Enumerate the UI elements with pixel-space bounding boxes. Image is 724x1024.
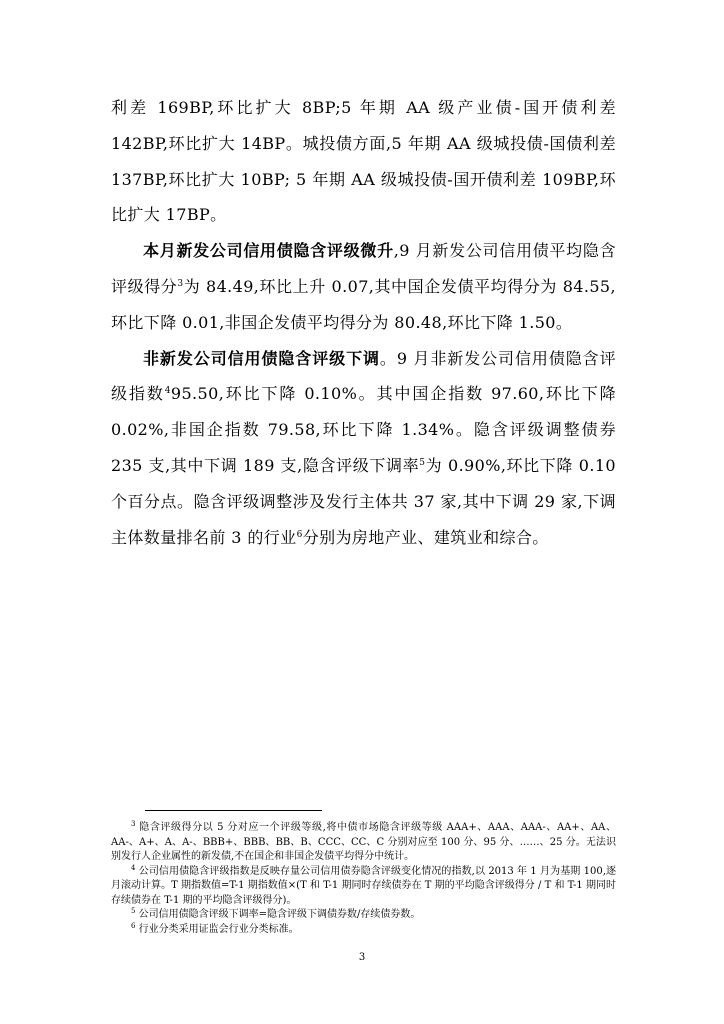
footnote-5 [111, 908, 616, 923]
footnote-4 [111, 865, 616, 909]
paragraph-spread: 利差 169BP,环比扩大 8BP;5 年期 AA 级产业债-国开债利差 142BP,环比扩大 14BP。城投债方面,5 年期 AA 级城投债-国债利差 137BP,环比扩大 10BP; 5 年期 AA 级城投债-国开债利差 109BP,环比扩大 17BP。 [111, 98, 616, 225]
heading-existing-rating: 非新发公司信用债隐含评级下调 [143, 348, 380, 368]
text-segment: 。9 月非新发公司信用债隐含评级指数 [111, 348, 616, 404]
footnote-text: 公司信用债隐含评级指数是反映存量公司信用债券隐含评级变化情况的指数,以 2013 年 1 月为基期 100,逐月滚动计算。T 期指数值=T-1 期指数值×(T 和 T-1 期同时存续债券在 T 期的平均隐含评级得分 / T 和 T-1 期同时存续债券在 T-1 期的平均隐含评级得分)。 [111, 865, 616, 906]
footnote-ref-6: 6 [296, 529, 303, 540]
paragraph-new-issue-rating [111, 233, 616, 340]
footnote-text: 公司信用债隐含评级下调率=隐含评级下调债券数/存续债券数。 [135, 909, 421, 920]
footnote-number: 4 [131, 863, 136, 872]
text-segment: 分别为房地产业、建筑业和综合。 [302, 527, 549, 547]
text-segment: ,9 月新发公司信用债平均隐含评级得分 [111, 241, 616, 296]
footnote-number: 5 [131, 907, 136, 915]
text-segment: 为 0.90%,环比下降 0.10 个百分点。隐含评级调整涉及发行主体共 37 家,其中下调 29 家,下调主体数量排名前 3 的行业 [111, 455, 616, 547]
footnote-number: 6 [131, 921, 136, 930]
footnote-3 [111, 821, 616, 865]
paragraph-existing-rating [111, 341, 616, 556]
footnote-6 [111, 923, 616, 938]
page-number: 3 [358, 952, 366, 963]
footnote-number: 3 [131, 820, 136, 828]
footnotes [111, 821, 616, 937]
footnote-ref-5: 5 [419, 457, 426, 468]
text-segment: 为 84.49,环比上升 0.07,其中国企发债平均得分为 84.55,环比下降 0.01,非国企发债平均得分为 80.48,环比下降 1.50。 [111, 276, 616, 332]
body-text [111, 90, 616, 555]
footnote-ref-3: 3 [177, 278, 184, 289]
footnote-text: 行业分类采用证监会行业分类标准。 [135, 923, 299, 935]
footnote-ref-4: 4 [164, 386, 171, 397]
footnote-separator [145, 810, 322, 811]
text-segment: 95.50,环比下降 0.10%。其中国企指数 97.60,环比下降 0.02%,非国企指数 79.58,环比下降 1.34%。隐含评级调整债券 235 支,其中下调 189 支,隐含评级下调率 [111, 384, 617, 475]
heading-new-issue-rating: 本月新发公司信用债隐含评级微升 [143, 241, 394, 261]
footnote-text: 隐含评级得分以 5 分对应一个评级等级,将中债市场隐含评级等级 AAA+、AAA、AAA-、AA+、AA、AA-、A+、A、A-、BBB+、BBB、BB、B、CCC、CC、C 分别对应至 100 分、95 分、……、25 分。无法识别发行人企业属性的新发债,不在国企和非国企发债平均得分中统计。 [111, 822, 616, 862]
